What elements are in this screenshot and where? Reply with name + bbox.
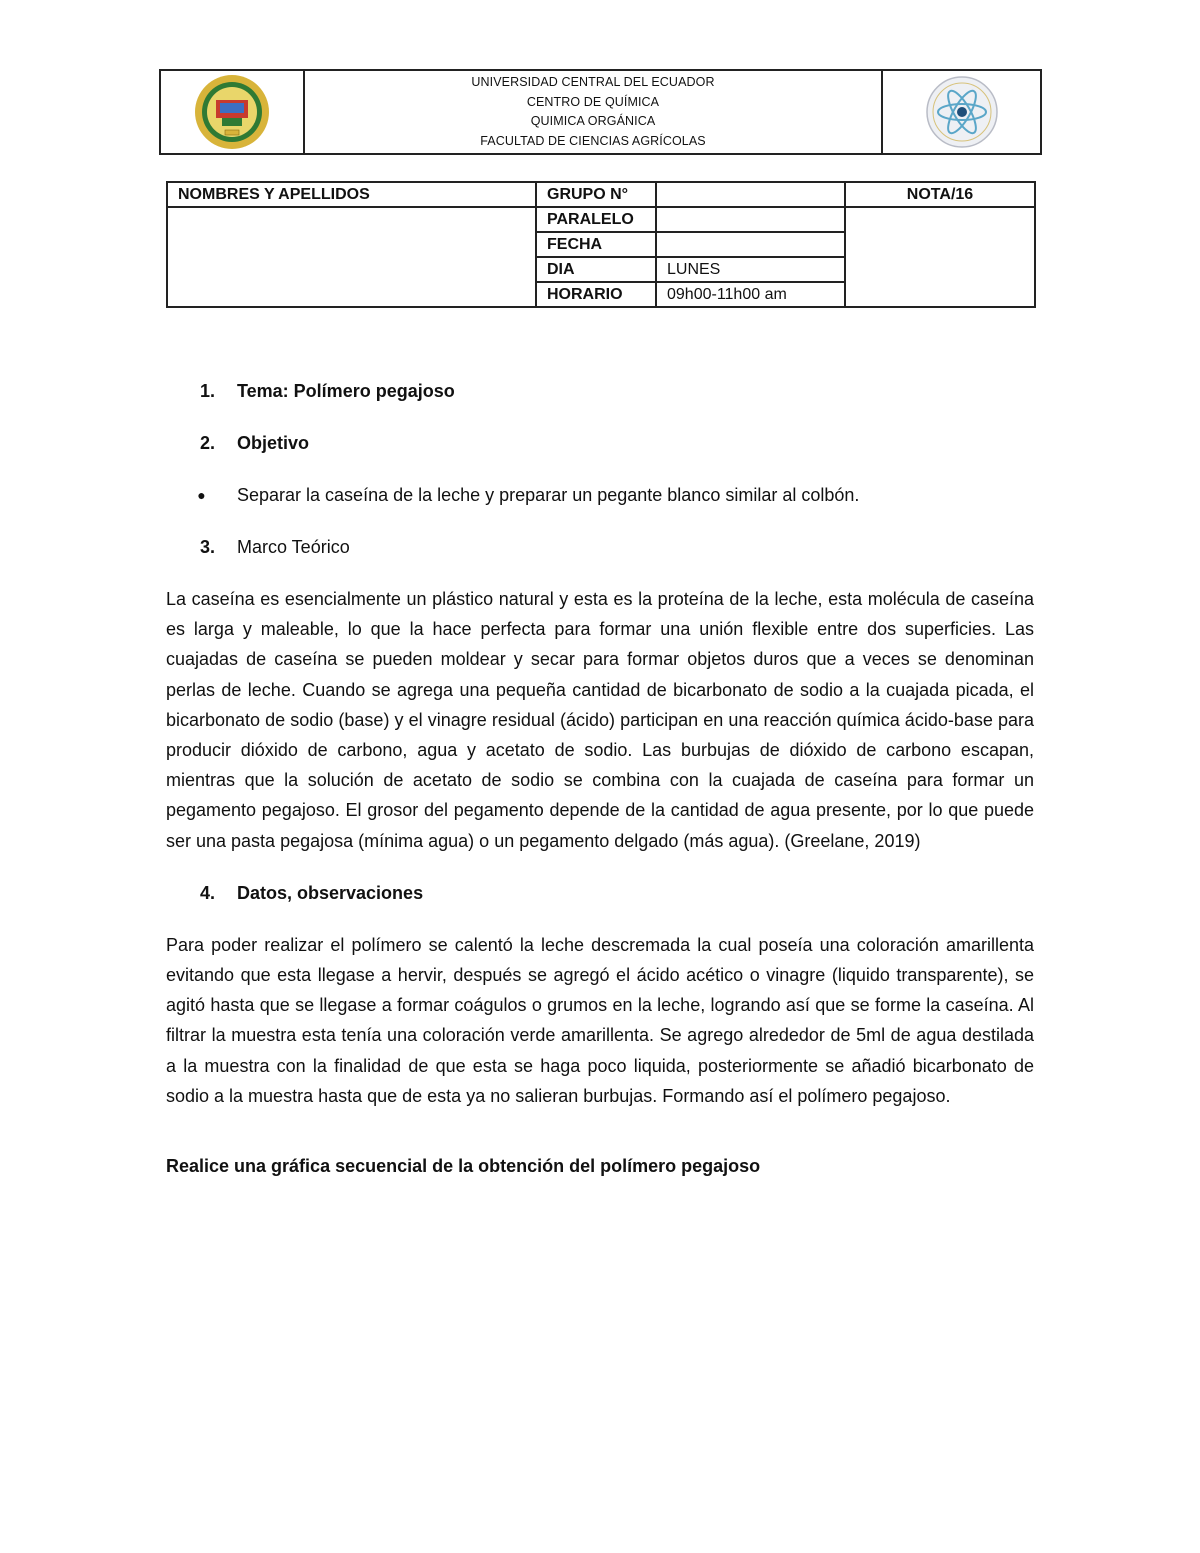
group-label: GRUPO N° bbox=[536, 182, 656, 207]
institution-cell bbox=[305, 71, 883, 153]
header-line-faculty: FACULTAD DE CIENCIAS AGRÍCOLAS bbox=[480, 133, 706, 148]
final-instruction: Realice una gráfica secuencial de la obtención del polímero pegajoso bbox=[166, 1156, 761, 1177]
section-title: Tema: Polímero pegajoso bbox=[237, 381, 455, 401]
section-number: 3. bbox=[200, 537, 216, 557]
section-objective bbox=[166, 428, 1034, 458]
document-header bbox=[159, 69, 1042, 155]
header-line-subject: QUIMICA ORGÁNICA bbox=[530, 114, 656, 128]
section-number: 2. bbox=[200, 433, 216, 453]
date-value[interactable] bbox=[656, 232, 845, 257]
university-seal-icon bbox=[192, 72, 272, 152]
atom-emblem-icon bbox=[924, 74, 1000, 150]
date-label: FECHA bbox=[536, 232, 656, 257]
group-value[interactable] bbox=[656, 182, 845, 207]
document-body bbox=[166, 376, 1034, 1181]
section-topic bbox=[166, 376, 1034, 406]
objective-bullet bbox=[166, 480, 1034, 510]
section-title: Datos, observaciones bbox=[237, 882, 424, 903]
theory-paragraph: La caseína es esencialmente un plástico natural y esta es la proteína de la leche, esta molécula de caseína es larga y maleable, lo que la hace perfecta para formar una unión flexible entre dos superficies. Las cuajadas de caseína se pueden moldear y secar para formar objetos duros que a veces se denominan perlas de leche. Cuando se agrega una pequeña cantidad de bicarbonato de sodio a la cuajada picada, el bicarbonato de sodio (base) y el vinagre residual (ácido) participan en una reacción química ácido-base para producir dióxido de carbono, agua y acetato de sodio. Las burbujas de dióxido de carbono escapan, mientras que la solución de acetato de sodio se combina con la cuajada de caseína para formar un pegamento pegajoso. El grosor del pegamento depende de la cantidad de agua presente, por lo que puede ser una pasta pegajosa (mínima agua) o un pegamento delgado (más agua). (Greelane, 2019) bbox=[166, 589, 1034, 851]
bullet-icon: ● bbox=[197, 487, 206, 503]
grade-field[interactable] bbox=[845, 207, 1035, 307]
schedule-label: HORARIO bbox=[536, 282, 656, 307]
left-logo-cell bbox=[161, 71, 305, 153]
names-field[interactable] bbox=[167, 207, 536, 307]
section-title: Objetivo bbox=[237, 433, 310, 453]
grade-header: NOTA/16 bbox=[845, 182, 1035, 207]
student-info-table bbox=[166, 181, 1036, 308]
header-line-university: UNIVERSIDAD CENTRAL DEL ECUADOR bbox=[471, 75, 715, 89]
objective-text: Separar la caseína de la leche y preparar un pegante blanco similar al colbón. bbox=[237, 485, 860, 505]
parallel-value[interactable] bbox=[656, 207, 845, 232]
day-label: DIA bbox=[536, 257, 656, 282]
day-value: LUNES bbox=[656, 257, 845, 282]
section-number: 1. bbox=[200, 381, 216, 401]
section-title: Marco Teórico bbox=[237, 537, 350, 557]
observations-paragraph: Para poder realizar el polímero se calentó la leche descremada la cual poseía una coloración amarillenta evitando que esta llegase a hervir, después se agregó el ácido acético o vinagre (liquido transparente), se agitó hasta que se llegase a formar coágulos o grumos en la leche, logrando así que se forme la caseína. Al filtrar la muestra esta tenía una coloración verde amarillenta. Se agrego alrededor de 5ml de agua destilada a la muestra con la finalidad de que esta se haga poco liquida, posteriormente se añadió bicarbonato de sodio a la muestra hasta que de esta ya no salieran burbujas. Formando así el polímero pegajoso. bbox=[166, 934, 1034, 1106]
header-line-center: CENTRO DE QUÍMICA bbox=[526, 94, 660, 109]
section-theory bbox=[166, 532, 1034, 562]
section-number: 4. bbox=[200, 882, 216, 903]
right-logo-cell bbox=[883, 71, 1040, 153]
section-data bbox=[166, 878, 1034, 908]
schedule-value: 09h00-11h00 am bbox=[656, 282, 845, 307]
names-header: NOMBRES Y APELLIDOS bbox=[167, 182, 536, 207]
parallel-label: PARALELO bbox=[536, 207, 656, 232]
